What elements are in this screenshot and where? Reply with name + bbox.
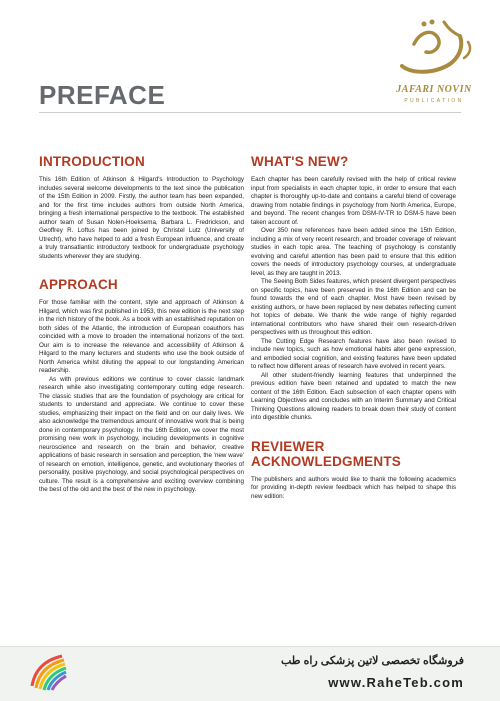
heading-whats-new: WHAT'S NEW? (251, 154, 349, 169)
approach-paragraph-1: For those familiar with the content, style and approach of Atkinson & Hilgard, which was first published in 1953, this new edition is the next step in the rich history of the book. As a book with an established reputation on both sides of the Atlantic, the introduction of European coauthors has coincided with a move to broaden the international horizons of the text. Our aim is to increase the relevance and accessibility of Atkinson & Hilgard to the many lecturers and students who use the book outside of North America whilst diluting the appeal to our longstanding American readership. (39, 299, 244, 374)
reviewer-paragraph: The publishers and authors would like to thank the following academics for providing in-depth review feedback which has helped to shape this new edition: (251, 475, 456, 500)
title-divider (39, 112, 461, 113)
heading-approach: APPROACH (39, 277, 118, 292)
approach-paragraph-2: As with previous editions we continue to cover classic landmark research while also investigating contemporary cutting edge research. The classic studies that are the foundation of psychology are critical for students to understand and appreciate. We continue to cover these studies, emphasizing their impact on the field and on our daily lives. We also acknowledge the tremendous amount of innovative work that is being done in contemporary psychology. In the 16th Edition, we cover the most promising new work in psychology, including developments in cognitive neuroscience and research on the brain and behavior, creative applications of basic research in sensation and perception, the 'new wave' of research on emotion, intelligence, genetic, and evolutionary theories of personality, positive psychology, and social psychological perspectives on culture. The result is a comprehensive and exciting overview combining the best of the old and the best of the new in psychology. (39, 375, 244, 493)
whats-new-paragraph-3: The Seeing Both Sides features, which present divergent perspectives on specific topics, have been preserved in the 16th Edition and can be found towards the end of each chapter. Most have been revised by existing authors, or have been replaced by new debates reflecting current hot topics of debate. We thank the wide range of highly regarded international contributors who have shared their own research-driven perspectives with us throughout this edition. (251, 278, 456, 336)
whats-new-paragraph-5: All other student-friendly learning features that underpinned the previous edition have been retained and updated to match the new content of the 16th Edition. Each subsection of each chapter opens with Learning Objectives and concludes with an Interim Summary and Critical Thinking Questions allowing readers to break down their study of content into digestible chunks. (251, 371, 456, 421)
calligraphy-logo-icon (394, 14, 474, 82)
footer-website-link[interactable]: www.RaheTeb.com (328, 675, 464, 690)
whats-new-paragraph-4: The Cutting Edge Research features have also been revised to include new topics, such as how emotional habits alter gene expression, and embodied social cognition, and existing features have been updated to reflect how different areas of research have evolved in recent years. (251, 337, 456, 370)
reviewer-heading-line1: REVIEWER (251, 438, 325, 454)
rainbow-logo-icon (28, 652, 68, 692)
page-title: PREFACE (39, 80, 166, 110)
heading-reviewer-acknowledgments (251, 439, 456, 469)
left-column (39, 154, 244, 495)
publisher-name: JAFARI NOVIN (396, 84, 472, 95)
reviewer-heading-line2: ACKNOWLEDGMENTS (251, 453, 401, 469)
introduction-paragraph: This 16th Edition of Atkinson & Hilgard's Introduction to Psychology includes several welcome developments to the text since the publication of the 15th Edition in 2009. Firstly, the author team has been expanded, and for the first time includes authors from outside North America, bringing a fresh international perspective to the textbook. The established author team of Susan Nolen-Hoeksema, Barbara L. Fredrickson, and Geoffrey R. Loftus has been joined by Christel Lutz (University of Utrecht), who have helped to add a fresh European influence, and create a truly transatlantic introductory textbook for undergraduate psychology students wherever they are studying. (39, 176, 244, 260)
whats-new-paragraph-2: Over 350 new references have been added since the 15th Edition, including a mix of very recent research, and broader coverage of relevant studies in each topic area. The teaching of psychology is constantly evolving and careful attention has been paid to ensure that this edition covers the needs of introductory psychology courses, at undergraduate level, as they are taught in 2013. (251, 227, 456, 277)
heading-introduction: INTRODUCTION (39, 154, 145, 169)
publisher-subtitle: PUBLICATION (404, 98, 464, 104)
publisher-logo (380, 14, 488, 112)
right-column (251, 154, 456, 501)
whats-new-paragraph-1: Each chapter has been carefully revised with the help of critical review input from specialists in each chapter topic, in order to ensure that each chapter is thoroughly up-to-date and contains a careful blend of coverage drawing from notable findings in psychology from North America, Europe, and beyond. The recent changes from DSM-IV-TR to DSM-5 have been taken account of. (251, 176, 456, 226)
footer-store-title: فروشگاه تخصصی لاتین پزشکی راه طب (280, 655, 464, 667)
